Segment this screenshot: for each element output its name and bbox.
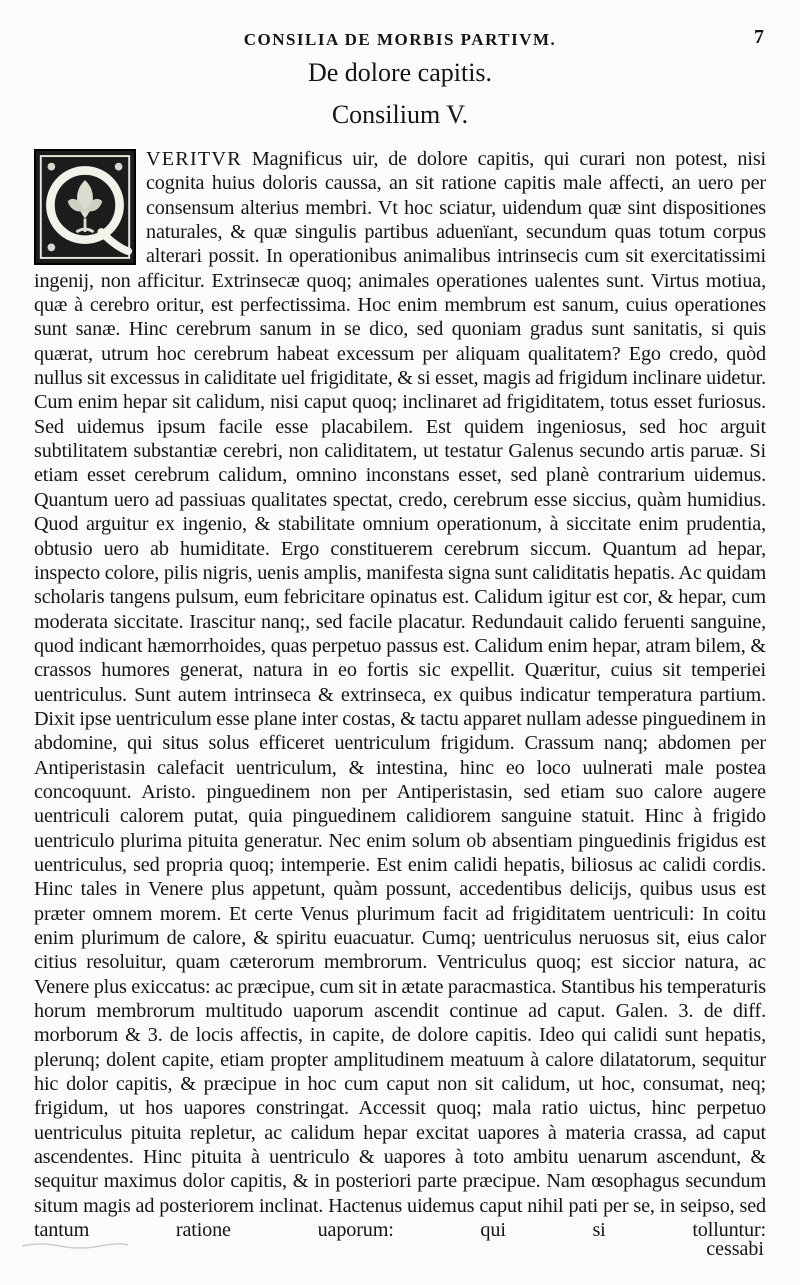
decorated-initial-icon xyxy=(34,149,136,265)
consilium-title: Consilium V. xyxy=(331,100,469,129)
page-number: 7 xyxy=(754,26,764,48)
lead-word: VERITVR xyxy=(146,148,242,170)
body-paragraph xyxy=(34,147,766,1242)
body-text: Magnificus uir, de dolore capitis, qui curari non potest, nisi cognita huius doloris caussa, an sit ratione capitis male affecti, an uero per consensum alterius membri. Vt hoc sciatur, uidendum quæ sint dispositiones naturales, & quæ singulis partibus aduenïant, secundum quas totum corpus alterari possit. In operationibus animalibus intrinsecis cum sit exercitatissimi ingenij, non afficitur. Extrinsecæ quoq; animales operationes ualentes sunt. Virtus motiua, quæ à cerebro oritur, est perfectissima. Hoc enim membrum est sanum, cuius operationes sunt sanæ. Hinc cerebrum sanum in se dico, sed quoniam gradus sunt sanitatis, si quis quærat, utrum hoc cerebrum habeat excessum per aliquam qualitatem? Ego credo, quòd nullus sit excessus in caliditate uel frigiditate, & si esset, magis ad frigidum inclinare uidetur. Cum enim hepar sit calidum, nisi caput quoq; inclinaret ad frigiditatem, totus esset furiosus. Sed uidemus ipsum facile esse placabilem. Est quidem ingeniosus, sed hoc arguit subtilitatem substantiæ cerebri, non caliditatem, ut testatur Galenus secundo artis paruæ. Si etiam esset cerebrum calidum, omnino inconstans esset, sed planè contrarium uidemus. Quantum uero ad passiuas qualitates spectat, credo, cerebrum esse siccius, quàm humidius. Quod arguitur ex ingenio, & stabilitate omnium operationum, à siccitate enim prudentia, obtusio uero ab humiditate. Ergo constituerem cerebrum siccum. Quantum ad hepar, inspecto colore, pilis nigris, uenis amplis, manifesta signa sunt caliditatis hepatis. Ac quidam scholaris tangens pulsum, eum febricitare opinatus est. Calidum igitur est cor, & hepar, cum moderata siccitate. Irascitur nanq;, sed facile placatur. Redundauit calido feruenti sanguine, quod indicant hæmorrhoides, quas perpetuo passus est. Calidum enim hepar, atram bilem, & crassos humores generat, natura in eo fortis sic expellit. Quæritur, cuius sit temperiei uentriculus. Sunt autem intrinseca & extrinseca, ex quibus indicatur temperatura partium. Dixit ipse uentriculum esse plane inter costas, & tactu apparet nullam adesse pinguedinem in abdomine, qui situs solus efficeret uentriculum frigidum. Crassum nanq; abdomen per Antiperistasin calefacit uentriculum, & intestina, hinc eo loco uulnerati male postea concoquunt. Aristo. pinguedinem non per Antiperistasin, sed etiam suo calore augere uentriculi calorem putat, quia pinguedinem calidiorem sanguine statuit. Hinc à frigido uentriculo plurima pituita generatur. Nec enim solum ob absentiam pinguedinis frigidus est uentriculus, sed propria quoq; intemperie. Est enim calidi hepatis, biliosus ac calidi cordis. Hinc tales in Venere plus appetunt, quàm possunt, accedentibus delicijs, quibus usus est præter omnem morem. Et certe Venus plurimum facit ad frigiditatem uentriculi: In coitu enim plurimum de calore, & spiritu euacuatur. Cumq; uentriculus neruosus sit, eius calor citius resoluitur, quam cæterorum membrorum. Ventriculus quoq; est siccior natura, ac Venere plus exiccatus: ac præcipue, cum sit in ætate paracmastica. Stantibus his temperaturis horum membrorum multitudo uaporum ascendit continue ad caput. Galen. 3. de diff. morborum & 3. de locis affectis, in capite, de dolore capitis. Ideo qui calidi sunt hepatis, plerunq; dolent capite, etiam propter amplitudinem meatuum à calore dilatatorum, sequitur hic dolor capitis, & præcipue in hoc cum caput non sit calidum, ut hoc, consumat, neq; frigidum, ut hos uapores constringat. Accessit quoq; mala ratio uictus, hinc perpetuo uentriculus pituita repletur, ac calidum hepar excitat uapores à materia crassa, ad caput ascendentes. Hinc pituita à uentriculo & uapores à toto ambitu uenarum ascendunt, & sequitur maximus dolor capitis, & in posteriori parte præcipue. Nam œsophagus secundum situm magis ad posteriorem inclinat. Hactenus uidemus caput nihil pati per se, in seipso, sed tantum ratione uaporum: qui si tolluntur: xyxy=(34,148,766,1242)
chapter-title: De dolore capitis. xyxy=(307,58,493,87)
bleed-through-mark xyxy=(20,1240,130,1250)
catchword: cessabi xyxy=(706,1238,764,1260)
running-head: CONSILIA DE MORBIS PARTIVM. xyxy=(243,30,557,49)
